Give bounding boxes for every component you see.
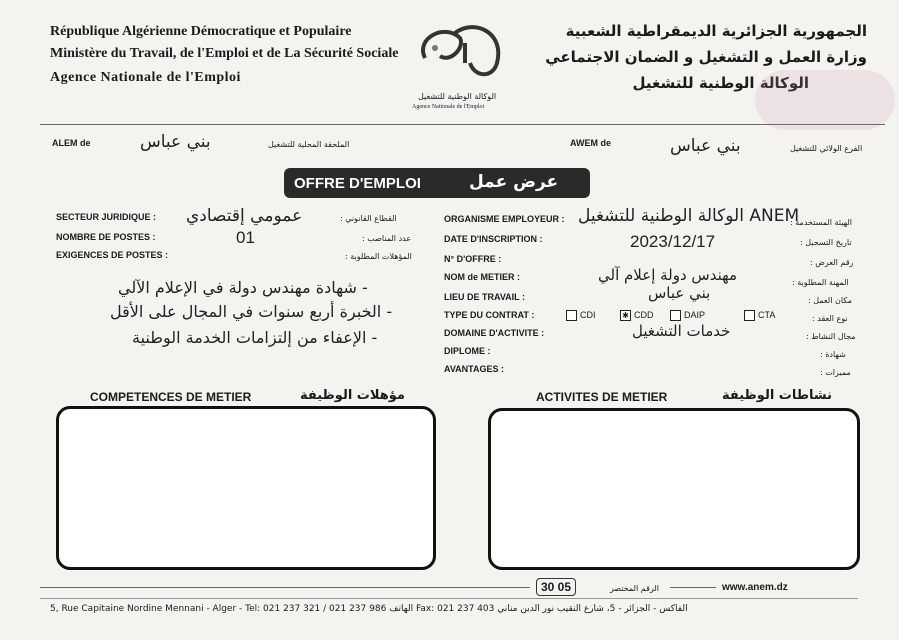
header-ar-line2: وزارة العمل و التشغيل و الضمان الاجتماعي [545, 48, 867, 66]
contract-daip-checkbox[interactable] [670, 310, 681, 321]
organisme-value: ANEM الوكالة الوطنية للتشغيل [578, 206, 800, 226]
offre-number-label-ar: رقم العرض : [810, 258, 854, 267]
header-ar-line1: الجمهورية الجزائرية الديمقراطية الشعبية [565, 22, 867, 40]
lieu-value: بني عباس [648, 284, 711, 302]
exigences-label-ar: المؤهلات المطلوبة : [345, 252, 412, 261]
footer-address: 5, Rue Capitaine Nordine Mennani - Alger - Tel: 021 237 321 / 021 237 986 الهاتف Fax: 021 237 403 الفاكس - الجزائر - 5، شارع النقيب نور الدين مناني [50, 604, 688, 614]
official-stamp [755, 70, 895, 130]
requirement-2: - الخبرة أربع سنوات في المجال على الأقل [110, 302, 393, 321]
lieu-label-ar: مكان العمل : [808, 296, 852, 305]
requirement-1: - شهادة مهندس دولة في الإعلام الآلي [118, 278, 368, 297]
header-fr-line1: République Algérienne Démocratique et Populaire [50, 24, 352, 39]
contract-cta-label: CTA [758, 310, 776, 320]
logo-caption-ar: الوكالة الوطنية للتشغيل [418, 92, 497, 101]
header-divider [40, 124, 885, 125]
alem-label: ALEM de [52, 138, 91, 148]
footer-short-code: 30 05 [536, 578, 576, 596]
domaine-label-ar: مجال النشاط : [806, 332, 856, 341]
header-fr-line2: Ministère du Travail, de l'Emploi et de La Sécurité Sociale [50, 46, 399, 61]
domaine-value: خدمات التشغيل [632, 322, 731, 340]
activites-title-ar: نشاطات الوظيفة [722, 388, 832, 403]
lieu-label: LIEU DE TRAVAIL : [444, 292, 525, 302]
header-fr-line3: Agence Nationale de l'Emploi [50, 70, 241, 85]
secteur-label: SECTEUR JURIDIQUE : [56, 212, 157, 222]
nombre-postes-label: NOMBRE DE POSTES : [56, 232, 156, 242]
contract-cdd-checkbox[interactable]: ✱ [620, 310, 631, 321]
contrat-label: TYPE DU CONTRAT : [444, 310, 535, 320]
anem-logo [405, 18, 515, 88]
activites-box[interactable] [488, 408, 860, 570]
contract-cdi-checkbox[interactable] [566, 310, 577, 321]
diplome-label-ar: شهادة : [820, 350, 846, 359]
secteur-value: عمومي إقتصادي [186, 206, 303, 226]
avantages-label: AVANTAGES : [444, 364, 504, 374]
secteur-label-ar: القطاع القانوني : [340, 214, 397, 223]
awem-value: بني عباس [670, 136, 741, 156]
date-inscription-value: 2023/12/17 [630, 232, 716, 251]
awem-label-ar: الفرع الولائي للتشغيل [790, 144, 863, 153]
offre-number-label: N° D'OFFRE : [444, 254, 502, 264]
contract-cdi-label: CDI [580, 310, 596, 320]
footer-website[interactable]: www.anem.dz [722, 582, 788, 593]
footer-line-left [40, 587, 530, 588]
organisme-label: ORGANISME EMPLOYEUR : [444, 214, 565, 224]
contract-daip-label: DAIP [684, 310, 706, 320]
metier-label-ar: المهنة المطلوبة : [792, 278, 849, 287]
competences-title-fr: COMPETENCES DE METIER [90, 390, 252, 404]
date-inscription-label-ar: تاريخ التسجيل : [800, 238, 852, 247]
diplome-label: DIPLOME : [444, 346, 491, 356]
activites-title-fr: ACTIVITES DE METIER [536, 390, 668, 404]
competences-box[interactable] [56, 406, 436, 570]
metier-value: مهندس دولة إعلام آلي [598, 266, 738, 284]
avantages-label-ar: مميزات : [820, 368, 851, 377]
header-ar-line3: الوكالة الوطنية للتشغيل [632, 74, 809, 92]
contrat-label-ar: نوع العقد : [812, 314, 848, 323]
title-fr: OFFRE D'EMPLOI [294, 175, 421, 192]
domaine-label: DOMAINE D'ACTIVITE : [444, 328, 545, 338]
awem-label: AWEM de [570, 138, 612, 148]
footer-line-bottom [40, 598, 858, 599]
nombre-postes-value: 01 [236, 228, 255, 247]
offer-title-bar [284, 168, 590, 198]
contract-cdd-label: CDD [634, 310, 654, 320]
requirement-3: - الإعفاء من إلتزامات الخدمة الوطنية [132, 328, 378, 347]
metier-label: NOM de METIER : [444, 272, 520, 282]
nombre-postes-label-ar: عدد المناصب : [362, 234, 412, 243]
competences-title-ar: مؤهلات الوظيفة [300, 388, 405, 403]
alem-value: بني عباس [140, 132, 211, 152]
alem-label-ar: الملحقة المحلية للتشغيل [268, 140, 350, 149]
footer-line-mid [670, 587, 716, 588]
organisme-label-ar: الهيئة المستخدمة : [790, 218, 853, 227]
title-ar: عرض عمل [469, 172, 559, 192]
date-inscription-label: DATE D'INSCRIPTION : [444, 234, 543, 244]
logo-caption-fr: Agence Nationale de l'Emploi [412, 104, 485, 110]
contract-cta-checkbox[interactable] [744, 310, 755, 321]
exigences-label: EXIGENCES DE POSTES : [56, 250, 169, 260]
footer-code-label-ar: الرقم المختصر [610, 584, 659, 593]
